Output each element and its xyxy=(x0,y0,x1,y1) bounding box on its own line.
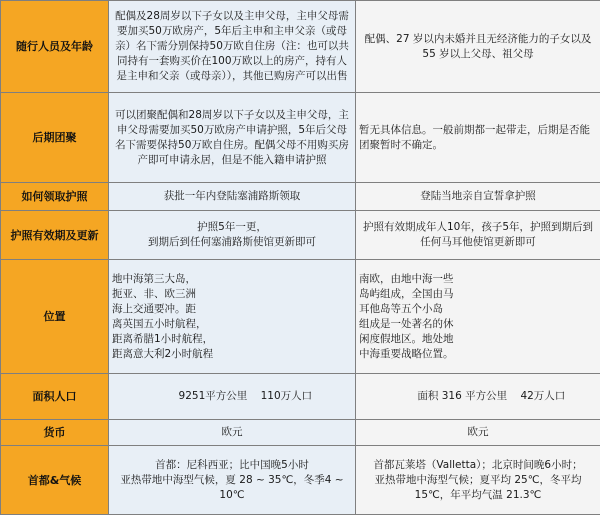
row-passport-validity xyxy=(1,211,600,260)
text-line: 首都瓦莱塔（Valletta）；北京时间晚6小时； xyxy=(359,458,597,473)
text-line: 组成是一处著名的休 xyxy=(359,317,597,332)
row-family-members xyxy=(1,1,600,93)
text-line: 海上交通要冲。距 xyxy=(112,302,352,317)
text-line: 护照5年一更， xyxy=(112,220,352,235)
malta-reunion xyxy=(356,93,600,183)
text-line: 欧元 xyxy=(222,426,243,438)
malta-passport-validity xyxy=(356,211,600,260)
malta-area-population xyxy=(356,374,600,420)
malta-currency xyxy=(356,420,600,446)
row-location xyxy=(1,260,600,374)
cyprus-reunion xyxy=(109,93,356,183)
malta-passport-collection xyxy=(356,183,600,211)
text-line: 登陆当地亲自宣誓拿护照 xyxy=(420,190,536,202)
row-reunion xyxy=(1,93,600,183)
text-line: 配偶及28周岁以下子女以及主申父母，主申父母需要加买50万欧房产，5年后主申和主申父亲（或母亲）名下需分别保持50万欧自住房（注：也可以共同持有一套购买价在100万欧以上的房产，持有人是主申和父亲（或母亲）），其他已购房产可以出售 xyxy=(115,10,349,82)
text-line: 距离希腊1小时航程， xyxy=(112,332,352,347)
row-area-population xyxy=(1,374,600,420)
label-family-members: 随行人员及年龄 xyxy=(1,1,109,93)
cyprus-capital-climate xyxy=(109,446,356,515)
malta-family-members xyxy=(356,1,600,93)
text-line: 面积 316 平方公里 42万人口 xyxy=(417,390,565,402)
cyprus-passport-validity xyxy=(109,211,356,260)
text-line: 南欧，由地中海一些 xyxy=(359,272,597,287)
label-reunion: 后期团聚 xyxy=(1,93,109,183)
label-area-population: 面积人口 xyxy=(1,374,109,420)
cyprus-passport-collection xyxy=(109,183,356,211)
text-line: 获批一年内登陆塞浦路斯领取 xyxy=(164,190,301,202)
text-line: 离英国五小时航程， xyxy=(112,317,352,332)
text-line: 耳他岛等五个小岛 xyxy=(359,302,597,317)
text-line: 欧元 xyxy=(468,426,489,438)
text-line: 扼亚、非、欧三洲 xyxy=(112,287,352,302)
label-currency: 货币 xyxy=(1,420,109,446)
text-line: 可以团聚配偶和28周岁以下子女以及主申父母，主申父母需要加买50万欧房产申请护照，5年后父母名下需要保持50万欧自住房。配偶父母不用购买房产即可申请永居，但是不能入籍申请护照 xyxy=(115,109,349,166)
text-line: 到期后到任何塞浦路斯使馆更新即可 xyxy=(112,235,352,250)
text-line: 护照有效期成年人10年，孩子5年，护照到期后到任何马耳他使馆更新即可 xyxy=(363,221,593,248)
text-line: 距离意大利2小时航程 xyxy=(112,347,352,362)
text-line: 岛屿组成，全国由马 xyxy=(359,287,597,302)
label-location: 位置 xyxy=(1,260,109,374)
text-line: 首都：尼科西亚；比中国晚5小时 xyxy=(112,458,352,473)
row-currency xyxy=(1,420,600,446)
row-passport-collection xyxy=(1,183,600,211)
text-line: 9251平方公里 110万人口 xyxy=(179,390,313,402)
malta-capital-climate xyxy=(356,446,600,515)
label-passport-collection: 如何领取护照 xyxy=(1,183,109,211)
cyprus-currency xyxy=(109,420,356,446)
text-line: 亚热带地中海型气候，夏 28 ~ 35℃，冬季4 ~ 10℃ xyxy=(120,474,343,501)
cyprus-family-members xyxy=(109,1,356,93)
text-line: 中海重要战略位置。 xyxy=(359,347,597,362)
row-capital-climate xyxy=(1,446,600,515)
text-line: 亚热带地中海型气候；夏平均 25℃，冬平均 15℃，年平均气温 21.3℃ xyxy=(375,474,582,501)
malta-location xyxy=(356,260,600,374)
text-line: 地中海第三大岛， xyxy=(112,272,352,287)
cyprus-location xyxy=(109,260,356,374)
label-capital-climate: 首都&气候 xyxy=(1,446,109,515)
label-passport-validity: 护照有效期及更新 xyxy=(1,211,109,260)
text-line: 暂无具体信息。一般前期都一起带走，后期是否能团聚暂时不确定。 xyxy=(359,124,590,151)
text-line: 配偶、27 岁以内未婚并且无经济能力的子女以及 55 岁以上父母、祖父母 xyxy=(365,33,592,60)
cyprus-area-population xyxy=(109,374,356,420)
text-line: 闲度假地区。地处地 xyxy=(359,332,597,347)
